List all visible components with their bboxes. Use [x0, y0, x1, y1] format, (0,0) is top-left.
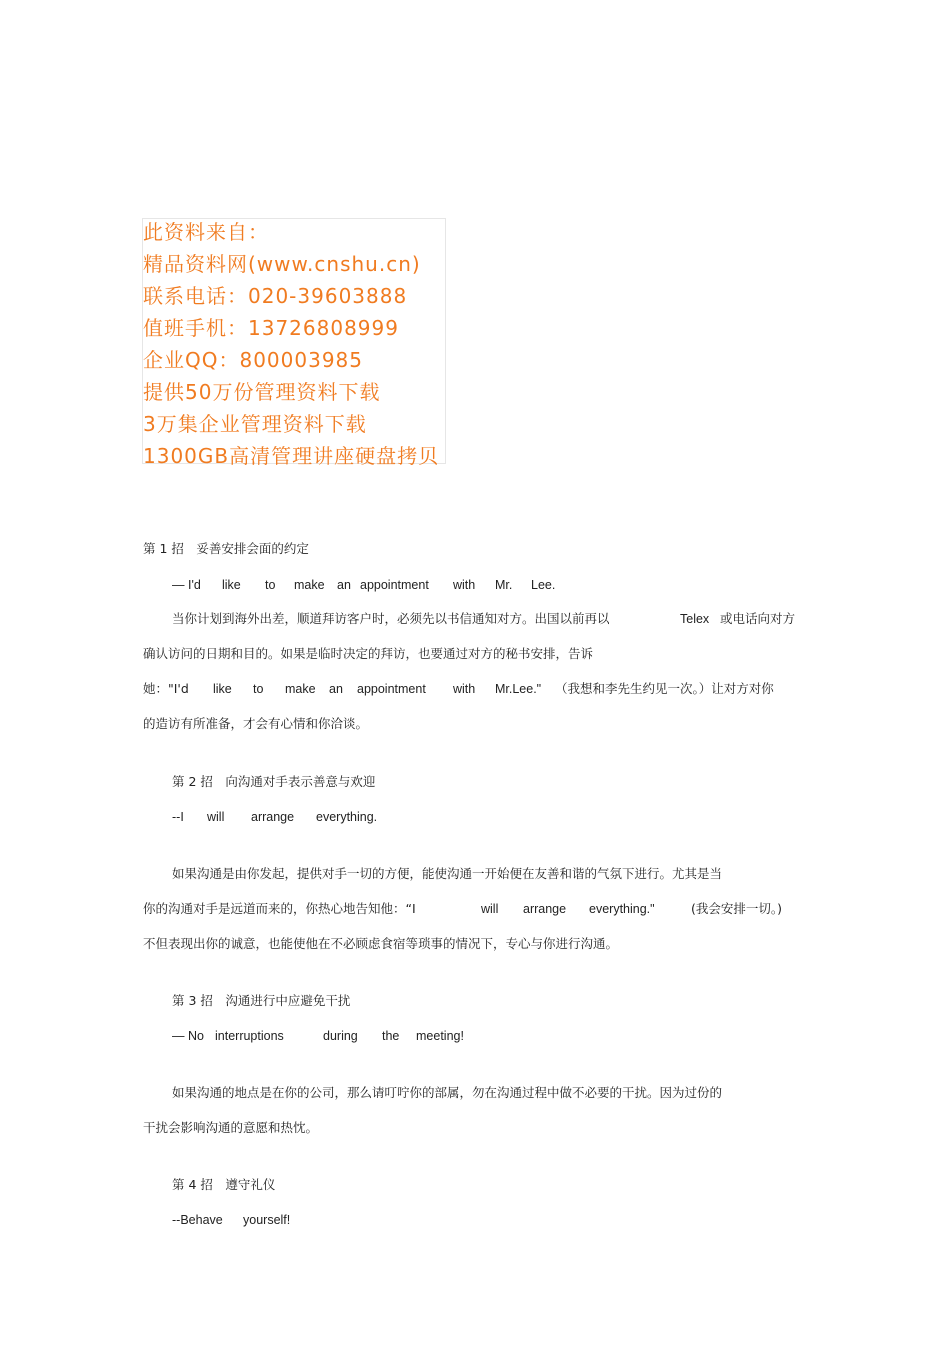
phrase-word: to [265, 578, 276, 592]
section-heading: 第 4 招 遵守礼仪 [172, 1177, 276, 1192]
paragraph-word: like [213, 682, 232, 696]
paragraph-word: 她："I'd [143, 681, 189, 696]
phrase-word: make [294, 578, 325, 592]
phrase-word: --I [172, 810, 184, 824]
phrase-word: during [323, 1029, 358, 1043]
banner-line: 企业QQ：800003985 [143, 348, 364, 372]
phrase-word: Mr. [495, 578, 513, 592]
phrase-word: yourself! [243, 1213, 291, 1227]
paragraph-word: will [481, 902, 499, 916]
paragraph-word: appointment [357, 682, 426, 696]
paragraph-line [143, 681, 774, 697]
paragraph-word: make [285, 682, 316, 696]
paragraph-word: （我想和李先生约见一次。）让对方对你 [555, 681, 774, 696]
paragraph-word: arrange [523, 902, 567, 916]
paragraph-word: 你的沟通对手是远道而来的，你热心地告知他：“I [143, 901, 416, 916]
banner-line: 1300GB高清管理讲座硬盘拷贝 [143, 444, 440, 468]
section-heading: 第 3 招 沟通进行中应避免干扰 [172, 993, 351, 1008]
phrase-word: meeting! [416, 1029, 464, 1043]
paragraph-line [143, 901, 782, 917]
paragraph-line: 当你计划到海外出差，顺道拜访客户时，必须先以书信通知对方。出国以前再以 [172, 611, 610, 626]
paragraph-line: 如果沟通是由你发起，提供对手一切的方便，能使沟通一开始便在友善和谐的气氛下进行。尤其是当 [172, 866, 723, 881]
banner-line: 精品资料网(www.cnshu.cn) [143, 252, 421, 276]
paragraph-word: to [253, 682, 264, 696]
paragraph-line: 干扰会影响沟通的意愿和热忱。 [143, 1120, 319, 1135]
phrase-word: like [222, 578, 241, 592]
paragraph-word: Mr.Lee." [495, 682, 542, 696]
banner-line: 联系电话：020-39603888 [143, 284, 408, 308]
paragraph-word: Telex [680, 612, 710, 626]
paragraph-line: 不但表现出你的诚意，也能使他在不必顾虑食宿等琐事的情况下，专心与你进行沟通。 [143, 936, 619, 951]
phrase-word: everything. [316, 810, 378, 824]
paragraph-line: 的造访有所准备，才会有心情和你洽谈。 [143, 716, 369, 731]
phrase-word: an [337, 578, 351, 592]
paragraph-line: 或电话向对方 [720, 611, 796, 626]
english-phrase [172, 809, 377, 825]
english-phrase [172, 1212, 290, 1228]
banner-line: 此资料来自： [143, 220, 269, 244]
phrase-word: appointment [360, 578, 429, 592]
phrase-word: arrange [251, 810, 295, 824]
banner-line: 提供50万份管理资料下载 [143, 380, 381, 404]
paragraph-line: 确认访问的日期和目的。如果是临时决定的拜访，也要通过对方的秘书安排，告诉 [143, 646, 594, 661]
english-phrase [172, 577, 555, 593]
promo-banner [142, 218, 446, 468]
phrase-word: Lee. [531, 578, 556, 592]
section-heading: 第 2 招 向沟通对手表示善意与欢迎 [172, 774, 376, 789]
paragraph-word: everything." [589, 902, 655, 916]
phrase-word: — I'd [172, 578, 201, 592]
paragraph-line: 如果沟通的地点是在你的公司，那么请叮咛你的部属，勿在沟通过程中做不必要的干扰。因为过份的 [172, 1085, 723, 1100]
phrase-word: with [453, 578, 476, 592]
english-phrase [172, 1028, 464, 1044]
phrase-word: --Behave [172, 1213, 223, 1227]
paragraph-word: (我会安排一切。) [691, 901, 783, 916]
phrase-word: the [382, 1029, 400, 1043]
banner-line: 值班手机：13726808999 [143, 316, 399, 340]
phrase-word: — No [172, 1029, 204, 1043]
paragraph-word: an [329, 682, 343, 696]
phrase-word: interruptions [215, 1029, 284, 1043]
section-heading: 第 1 招 妥善安排会面的约定 [143, 541, 309, 556]
banner-line: 3万集企业管理资料下载 [143, 412, 367, 436]
paragraph-word: with [453, 682, 476, 696]
phrase-word: will [207, 810, 225, 824]
